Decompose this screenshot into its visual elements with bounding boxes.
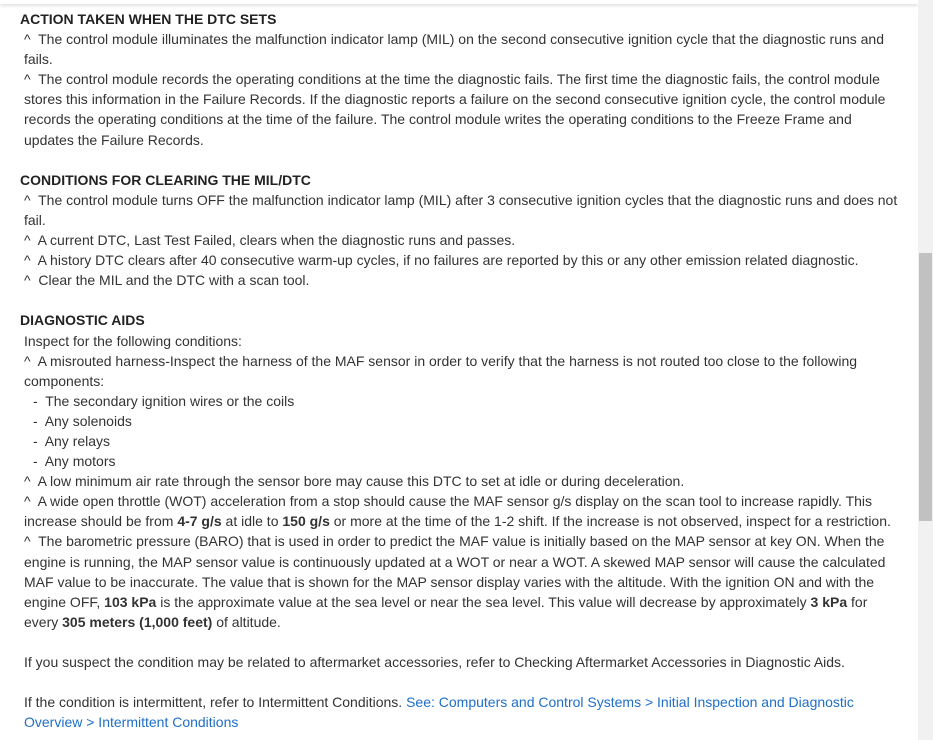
section-heading-diagnostic-aids: DIAGNOSTIC AIDS — [20, 312, 145, 329]
bullet-item: ^ Clear the MIL and the DTC with a scan tool. — [24, 272, 310, 289]
dash-icon: - — [33, 432, 38, 449]
intermittent-conditions-link[interactable]: See: Computers and Control Systems > Initial Inspection and Diagnostic Overview > Intermittent Conditions — [24, 694, 854, 731]
dash-icon: - — [33, 453, 38, 470]
sub-list-item: - The secondary ignition wires or the coils — [33, 392, 295, 409]
bullet-caret-icon: ^ — [24, 252, 31, 269]
dash-icon: - — [33, 412, 38, 429]
document-body — [20, 9, 905, 732]
vertical-scrollbar[interactable] — [918, 0, 933, 740]
bullet-item: ^ The control module records the operating conditions at the time the diagnostic fails. The first time the diagnostic fails, the control module stores this information in the Failure Records. If the diagnostic reports a failure on the second consecutive ignition cycle, the control module records the operating conditions at the time of the failure. The control module writes the operating conditions to the Freeze Frame and updates the Failure Records. — [24, 71, 886, 148]
aftermarket-note: If you suspect the condition may be related to aftermarket accessories, refer to Checking Aftermarket Accessories in Diagnostic Aids. — [24, 654, 845, 670]
section-heading-action: ACTION TAKEN WHEN THE DTC SETS — [20, 11, 277, 27]
bullet-item: ^ A wide open throttle (WOT) acceleration from a stop should cause the MAF sensor g/s display on the scan tool to increase rapidly. This increase should be from 4-7 g/s at idle to 150 g/s or more at the time of the 1-2 shift. If the increase is not observed, inspect for a restriction. — [24, 493, 891, 530]
bullet-item: ^ The barometric pressure (BARO) that is used in order to predict the MAF value is initially based on the MAP sensor at key ON. When the engine is running, the MAP sensor value is continuously updated at a WOT or near a WOT. A skewed MAP sensor will cause the calculated MAF value to be inaccurate. The value that is shown for the MAP sensor display varies with the altitude. With the ignition ON and with the engine OFF, 103 kPa is the approximate value at the sea level or near the sea level. This value will decrease by approximately 3 kPa for every 305 meters (1,000 feet) of altitude. — [24, 533, 886, 630]
bullet-item: ^ A low minimum air rate through the sensor bore may cause this DTC to set at idle or during deceleration. — [24, 473, 685, 490]
sub-list-item: - Any relays — [33, 432, 111, 449]
bullet-caret-icon: ^ — [24, 533, 31, 550]
bullet-caret-icon: ^ — [24, 272, 31, 289]
bullet-item: ^ A misrouted harness-Inspect the harness of the MAF sensor in order to verify that the harness is not routed too close to the following components: — [24, 352, 858, 389]
bullet-caret-icon: ^ — [24, 191, 31, 208]
sub-list-item: - Any motors — [33, 453, 116, 470]
scrollbar-thumb[interactable] — [919, 253, 932, 521]
top-toolbar-edge — [0, 0, 918, 4]
bullet-caret-icon: ^ — [24, 473, 31, 490]
bullet-caret-icon: ^ — [24, 232, 31, 249]
bullet-item: ^ The control module illuminates the malfunction indicator lamp (MIL) on the second consecutive ignition cycle that the diagnostic runs and fails. — [24, 31, 885, 68]
bullet-item: ^ The control module turns OFF the malfunction indicator lamp (MIL) after 3 consecutive ignition cycles that the diagnostic runs and does not fail. — [24, 191, 898, 228]
bullet-caret-icon: ^ — [24, 71, 31, 88]
sub-list-item: - Any solenoids — [33, 412, 132, 429]
bullet-item: ^ A history DTC clears after 40 consecutive warm-up cycles, if no failures are reported by this or any other emission related diagnostic. — [24, 252, 859, 269]
bullet-item: ^ A current DTC, Last Test Failed, clears when the diagnostic runs and passes. — [24, 232, 516, 249]
bullet-caret-icon: ^ — [24, 493, 31, 510]
bullet-caret-icon: ^ — [24, 352, 31, 369]
bullet-caret-icon: ^ — [24, 31, 31, 48]
aids-intro: Inspect for the following conditions: — [24, 332, 242, 349]
dash-icon: - — [33, 392, 38, 409]
section-heading-clearing: CONDITIONS FOR CLEARING THE MIL/DTC — [20, 171, 311, 188]
intermittent-note: If the condition is intermittent, refer to Intermittent Conditions. See: Computers and Control Systems > Initial Inspection and Diagnostic Overview > Intermittent Conditions — [24, 694, 854, 731]
